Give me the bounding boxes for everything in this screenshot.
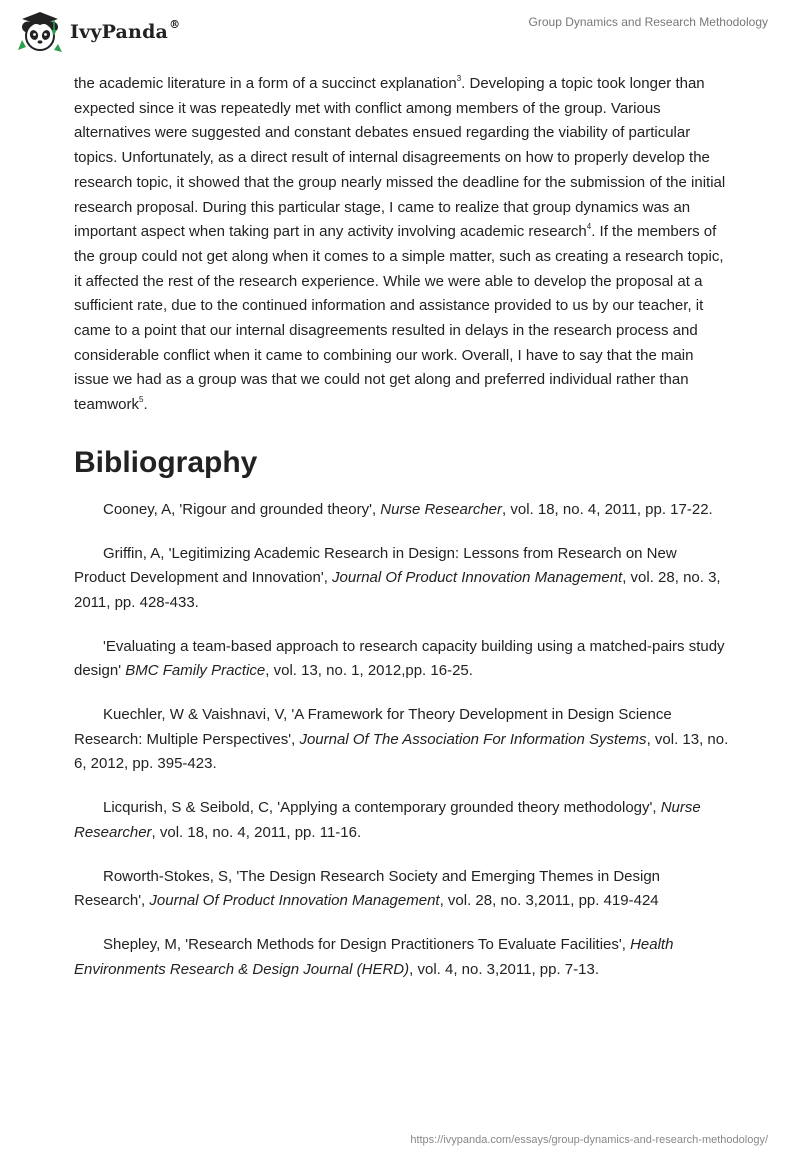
brand-name: IvyPanda® xyxy=(70,18,181,43)
document-title: Group Dynamics and Research Methodology xyxy=(528,15,768,29)
page-header xyxy=(0,0,800,66)
journal-title: BMC Family Practice xyxy=(125,662,266,680)
bibliography-entry: Licqurish, S & Seibold, C, 'Applying a contemporary grounded theory methodology', Nurse Researcher, vol. 18, no. 4, 2011, pp. 11-16. xyxy=(74,799,701,841)
body-paragraph xyxy=(74,72,730,418)
panda-logo-icon xyxy=(16,10,64,54)
brand-logo[interactable] xyxy=(16,10,180,54)
journal-title: Journal Of The Association For Information Systems xyxy=(299,730,647,748)
body-text: the academic literature in a form of a succinct explanation xyxy=(74,75,457,92)
journal-title: Nurse Researcher xyxy=(74,799,701,841)
bibliography-entry: 'Evaluating a team-based approach to research capacity building using a matched-pairs study design' BMC Family Practice, vol. 13, no. 1, 2012,pp. 16-25. xyxy=(74,637,725,680)
journal-title: Journal Of Product Innovation Management xyxy=(332,569,623,587)
bibliography-list xyxy=(74,498,730,983)
footnote-ref[interactable]: 5 xyxy=(139,395,144,405)
source-url-link[interactable]: https://ivypanda.com/essays/group-dynamics-and-research-methodology/ xyxy=(410,1134,768,1146)
bibliography-entry: Kuechler, W & Vaishnavi, V, 'A Framework for Theory Development in Design Science Research: Multiple Perspectives', Journal Of The Association For Information Systems, vol. 13, no. 6, 2012, pp. 395-423. xyxy=(74,706,729,773)
body-text: . xyxy=(143,396,148,414)
bibliography-entry: Griffin, A, 'Legitimizing Academic Research in Design: Lessons from Research on New Product Development and Innovation', Journal Of Product Innovation Management, vol. 28, no. 3, 2011, pp. 428-433. xyxy=(74,544,721,611)
footnote-ref[interactable]: 3 xyxy=(456,74,462,83)
bibliography-heading: Bibliography xyxy=(74,445,258,479)
body-text: . If the members of the group could not get along when it comes to a simple matter, such as creating a research topic, it affected the rest of the research experience. While we were able to develop the proposal at a sufficient rate, due to the continued information and assistance provided to us by our teacher, it came to a point that our internal disagreements resulted in delays in the research process and considerable conflict when it came to combining our work. Overall, I have to say that the main issue we had as a group was that we could not get along and preferred individual rather than teamwork xyxy=(74,223,724,414)
document-content xyxy=(74,72,730,1001)
footnote-ref[interactable]: 4 xyxy=(586,222,592,232)
body-text: . Developing a topic took longer than expected since it was repeatedly met with conflict among members of the group. Various alternatives were suggested and constant debates ensued regarding the viability of particular topics. Unfortunately, as a direct result of internal disagreements on how to properly develop the research topic, it showed that the group nearly missed the deadline for the submission of the initial research proposal. During this particular stage, I came to realize that group dynamics was an important aspect when taking part in any activity involving academic research xyxy=(74,75,726,241)
bibliography-entry: Shepley, M, 'Research Methods for Design Practitioners To Evaluate Facilities', Health Environments Research & Design Journal (HERD), vol. 4, no. 3,2011, pp. 7-13. xyxy=(74,935,674,978)
journal-title: Health Environments Research & Design Journal (HERD) xyxy=(74,935,674,978)
bibliography-entry: Roworth-Stokes, S, 'The Design Research Society and Emerging Themes in Design Research', Journal Of Product Innovation Management, vol. 28, no. 3,2011, pp. 419-424 xyxy=(74,867,661,910)
journal-title: Journal Of Product Innovation Management xyxy=(149,892,440,910)
journal-title: Nurse Researcher xyxy=(380,500,503,518)
bibliography-entry: Cooney, A, 'Rigour and grounded theory', Nurse Researcher, vol. 18, no. 4, 2011, pp. 17-22. xyxy=(103,500,713,518)
